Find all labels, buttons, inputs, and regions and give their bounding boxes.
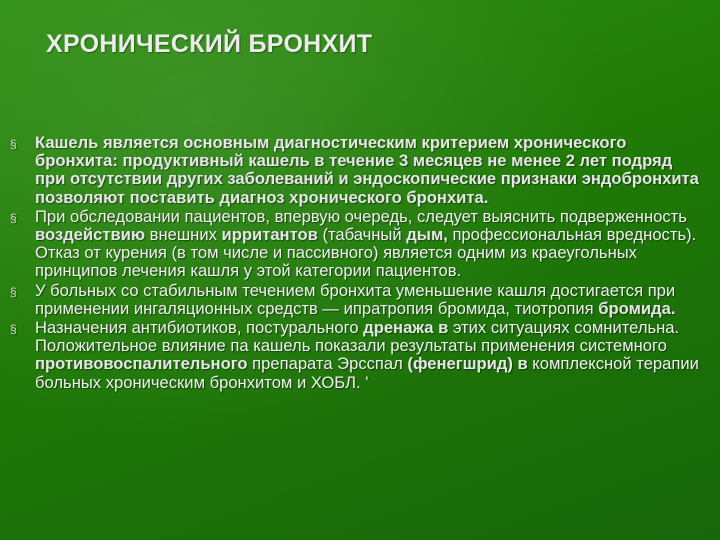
bullet-list bbox=[10, 134, 705, 393]
item-text-bold: противовоспалительного bbox=[35, 354, 248, 374]
item-text-bold: дренажа в bbox=[363, 318, 449, 338]
list-item bbox=[10, 208, 705, 281]
bullet-icon: § bbox=[10, 210, 17, 225]
item-text: комплексной терапии больных хроническим бронхитом и ХОБЛ. ' bbox=[35, 354, 699, 392]
list-item bbox=[10, 134, 705, 207]
item-text-bold: ирритантов bbox=[221, 225, 318, 245]
item-text-bold: (фенегшрид) в bbox=[407, 354, 528, 374]
item-text: (табачный bbox=[317, 225, 407, 245]
item-text: У больных со стабильным течением бронхита уменьшение кашля достигается при применении ингаляционных средств — ипратропия бромида, тиотропия bbox=[35, 280, 676, 318]
bullet-icon: § bbox=[10, 284, 17, 299]
slide-title: ХРОНИЧЕСКИЙ БРОНХИТ bbox=[46, 30, 373, 58]
item-text: этих ситуациях сомнительна. Положительное влияние па кашель показали результаты применения системного bbox=[35, 318, 680, 356]
item-text: препарата Эрсспал bbox=[247, 354, 408, 374]
list-item bbox=[10, 319, 705, 392]
item-text-bold: воздействию bbox=[35, 225, 146, 245]
bullet-icon: § bbox=[10, 322, 17, 337]
item-text: Кашель является основным диагностическим критерием хронического бронхита: продуктивный кашель в течение 3 месяцев не менее 2 лет подряд при отсутствии других заболеваний и эндоскопические признаки эндобронхита позволяют поставить диагноз хронического бронхита. bbox=[35, 133, 699, 207]
item-text: профессиональная вредность). Отказ от курения (в том числе и пассивного) является одним из краеугольных принципов лечения кашля у этой категории пациентов. bbox=[35, 225, 697, 281]
item-text-bold: дым, bbox=[406, 225, 448, 245]
bullet-icon: § bbox=[10, 137, 17, 151]
item-text: Назначения антибиотиков, постурального bbox=[35, 318, 364, 338]
item-text-bold: бромида. bbox=[598, 298, 676, 318]
item-text: При обследовании пациентов, впервую очередь, следует выяснить подверженность bbox=[35, 206, 687, 226]
item-text: внешних bbox=[145, 225, 222, 245]
list-item bbox=[10, 282, 705, 318]
